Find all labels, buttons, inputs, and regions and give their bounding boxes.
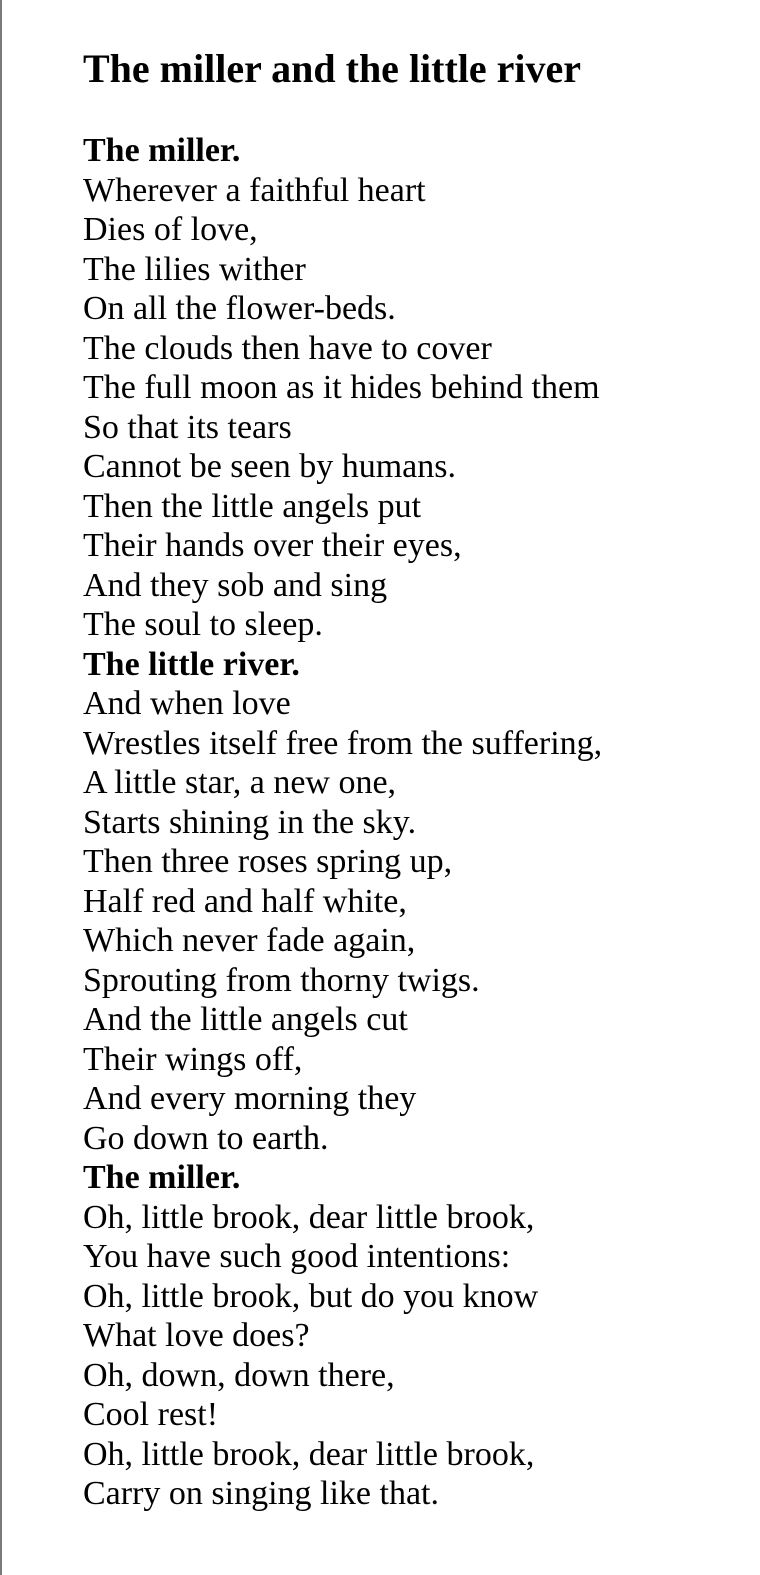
- document-title: The miller and the little river: [83, 46, 582, 91]
- poem-line: The soul to sleep.: [83, 606, 323, 643]
- poem-line: Sprouting from thorny twigs.: [83, 961, 480, 999]
- document-page: [83, 44, 753, 1514]
- poem-line: And they sob and sing: [83, 566, 388, 604]
- poem-line: And the little angels cut: [83, 1001, 408, 1038]
- poem-line: Cool rest!: [83, 1396, 219, 1433]
- poem-body: [83, 131, 753, 1514]
- poem-line: Then three roses spring up,: [83, 843, 453, 880]
- poem-line: Cannot be seen by humans.: [83, 448, 456, 485]
- poem-line: The lilies wither: [83, 250, 306, 288]
- poem-line: On all the flower-beds.: [83, 290, 396, 327]
- poem-line: And every morning they: [83, 1080, 417, 1117]
- poem-line: Oh, little brook, dear little brook,: [83, 1198, 535, 1236]
- poem-line: Oh, down, down there,: [83, 1356, 395, 1394]
- poem-line: The clouds then have to cover: [83, 329, 492, 367]
- poem-line: And when love: [83, 685, 291, 722]
- poem-line: What love does?: [83, 1317, 310, 1354]
- speaker-heading: The miller.: [83, 1159, 241, 1196]
- poem-line: Wherever a faithful heart: [83, 171, 426, 209]
- poem-line: Then the little angels put: [83, 487, 422, 525]
- speaker-heading: The little river.: [83, 645, 300, 683]
- poem-line: You have such good intentions:: [83, 1238, 511, 1275]
- poem-line: Dies of love,: [83, 211, 258, 248]
- poem-line: Wrestles itself free from the suffering,: [83, 724, 603, 762]
- poem-line: Oh, little brook, but do you know: [83, 1277, 539, 1315]
- poem-line: So that its tears: [83, 408, 292, 446]
- poem-line: Go down to earth.: [83, 1119, 329, 1157]
- poem-line: The full moon as it hides behind them: [83, 369, 600, 406]
- poem-line: Oh, little brook, dear little brook,: [83, 1435, 535, 1473]
- poem-line: Carry on singing like that.: [83, 1475, 440, 1512]
- page-edge-rule: [0, 0, 2, 1575]
- poem-line: Starts shining in the sky.: [83, 803, 417, 841]
- poem-line: Which never fade again,: [83, 922, 416, 959]
- poem-line: Their hands over their eyes,: [83, 527, 462, 564]
- poem-line: Half red and half white,: [83, 882, 407, 920]
- poem-line: Their wings off,: [83, 1040, 303, 1078]
- poem-line: A little star, a new one,: [83, 764, 397, 801]
- speaker-heading: The miller.: [83, 132, 241, 169]
